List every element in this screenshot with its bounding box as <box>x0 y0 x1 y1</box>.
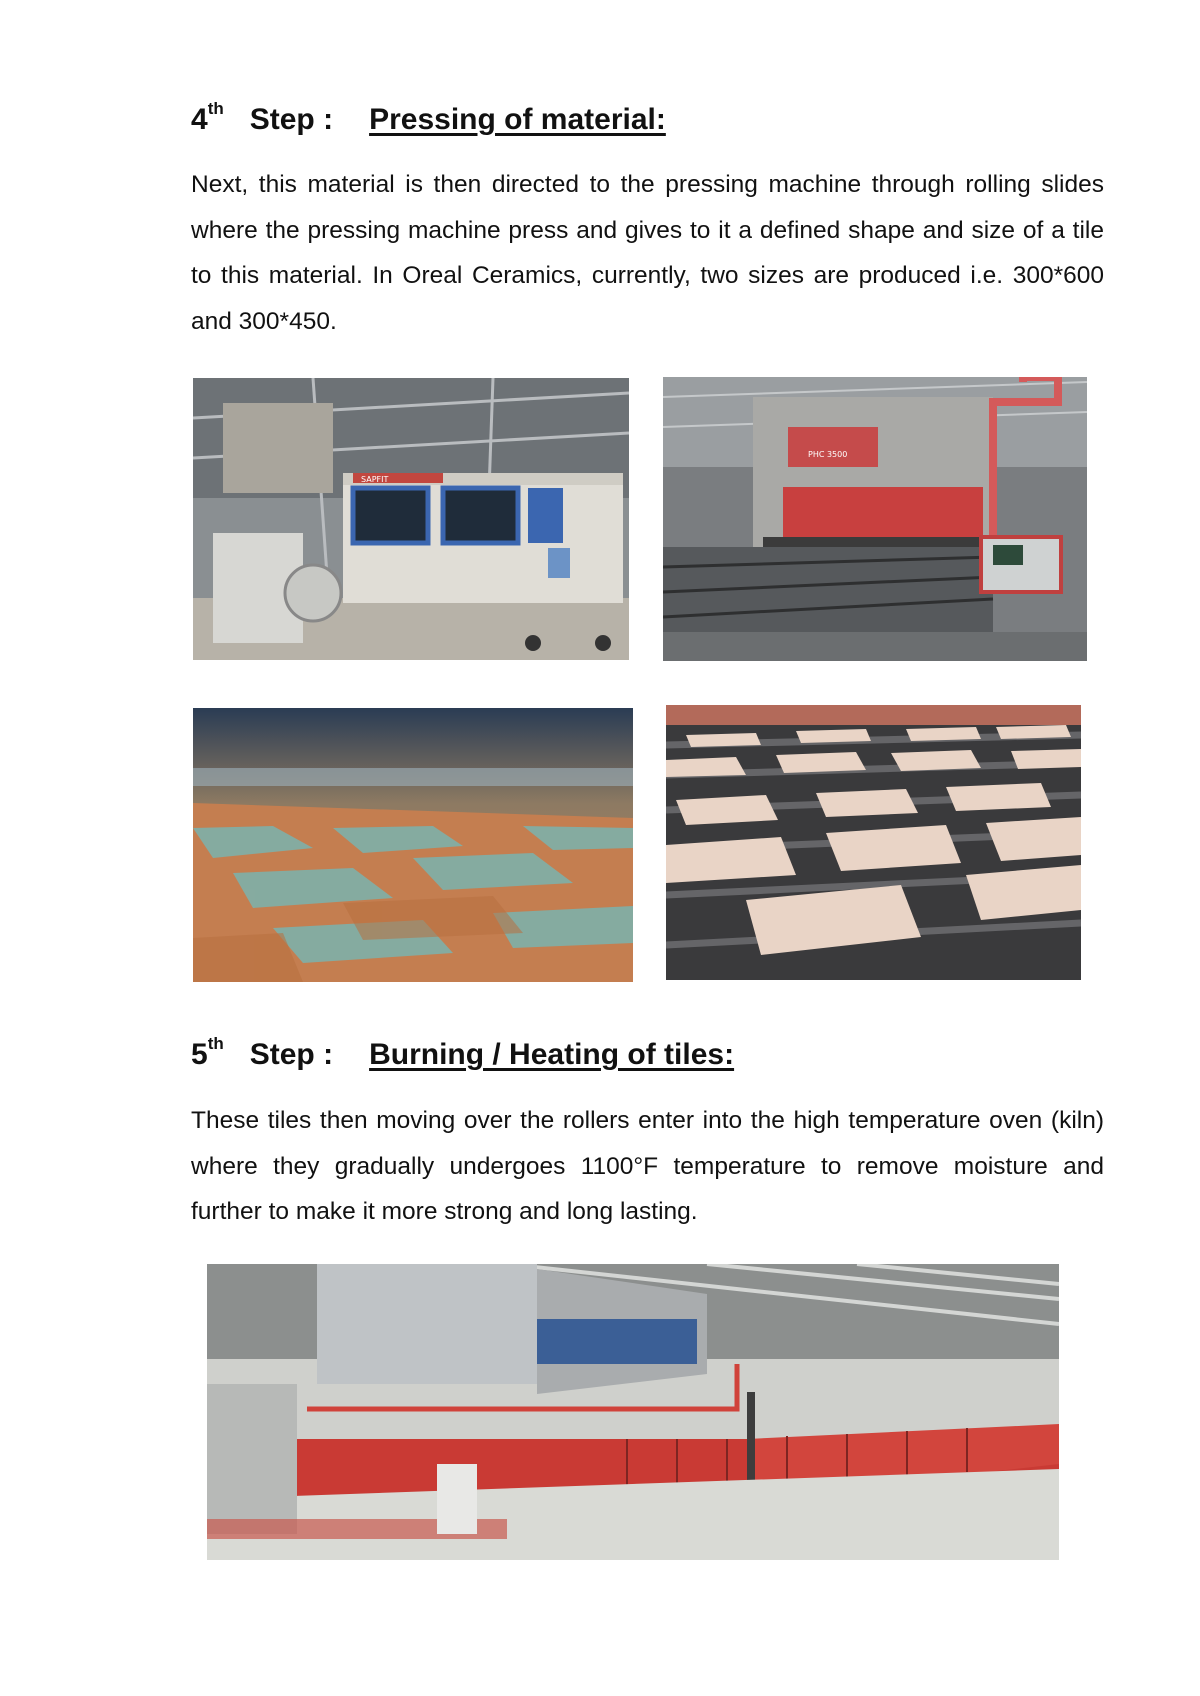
step4-paragraph: Next, this material is then directed to the pressing machine through rolling slides where the pressing machine press and gives to it a defined shape and size of a tile to this material. In Oreal Ceramics, currently, two sizes are produced i.e. 300*600 and 300*450. <box>191 171 1104 335</box>
step4-step-label: Step : <box>249 103 334 136</box>
machine-brand-label: SAPFIT <box>361 475 389 484</box>
step5-number: 5th <box>191 1034 224 1071</box>
step5-step-label: Step : <box>249 1038 334 1071</box>
photo-hydraulic-press <box>663 377 1087 661</box>
photo-white-tiles-rollers <box>666 705 1081 980</box>
press-model-label: PHC 3500 <box>808 450 848 459</box>
photo-kiln-line <box>207 1264 1059 1560</box>
step5-heading <box>191 1034 735 1072</box>
step4-heading <box>191 99 666 137</box>
photo-brown-tiles-conveyor <box>193 708 633 982</box>
step5-paragraph: These tiles then moving over the rollers enter into the high temperature oven (kiln) where they gradually undergoes 1100°F temperature to remove moisture and further to make it more strong and long lasting. <box>191 1107 1104 1225</box>
step4-number: 4th <box>191 99 224 136</box>
photo-feed-machine <box>193 378 629 660</box>
step5-title: Burning / Heating of tiles: <box>369 1038 735 1071</box>
step4-title: Pressing of material: <box>369 103 666 136</box>
